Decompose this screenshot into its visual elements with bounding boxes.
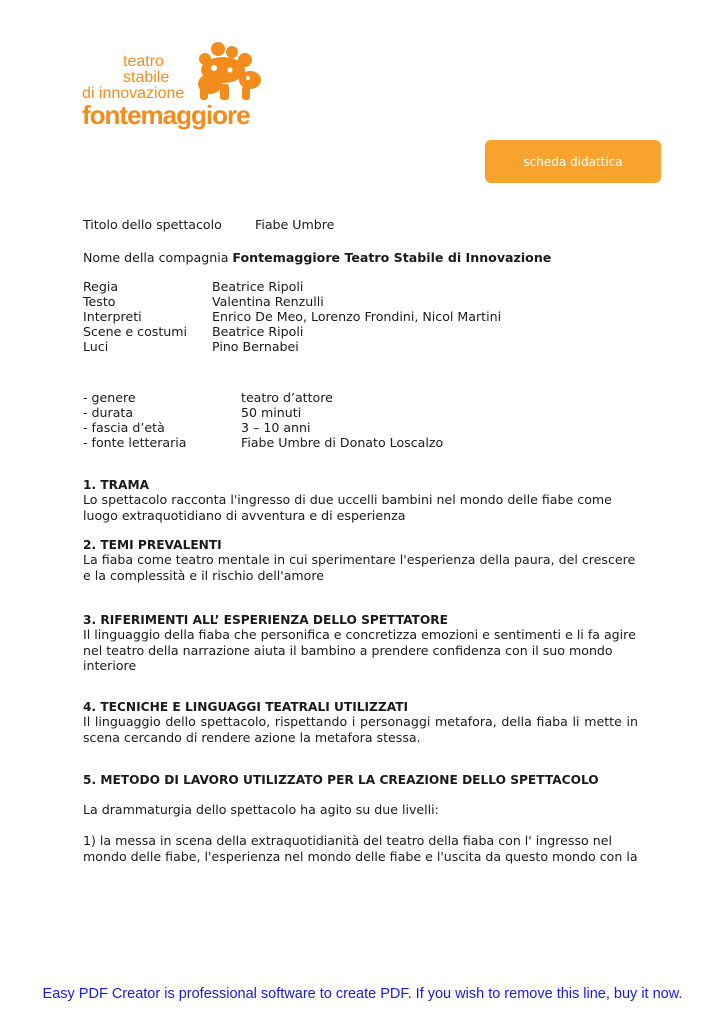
credit-value: Enrico De Meo, Lorenzo Frondini, Nicol Martini [212,309,502,324]
credit-label: Regia [83,279,119,294]
section-body-tecniche: Il linguaggio dello spettacolo, rispettando i personaggi metafora, della fiaba li mette in scena cercando di rendere azione la metafora stessa. [83,714,638,745]
general-value: Fiabe Umbre di Donato Loscalzo [241,435,444,450]
company-logo [82,40,272,130]
scheda-didattica-badge: scheda didattica [485,140,661,183]
title-row [83,217,222,232]
section-heading-trama: 1. TRAMA [83,478,150,492]
pdf-creator-footer: Easy PDF Creator is professional software to create PDF. If you wish to remove this line, buy it now. [42,986,683,1002]
company-row [83,250,551,265]
general-label: - genere [83,390,136,405]
general-label: - fonte letteraria [83,435,187,450]
title-label: Titolo dello spettacolo [83,217,222,232]
logo-line-stabile: stabile [123,69,170,86]
credit-label: Testo [83,294,116,309]
credit-label: Luci [83,339,109,354]
credit-value: Valentina Renzulli [212,294,324,309]
section-heading-riferimenti: 3. RIFERIMENTI ALL’ ESPERIENZA DELLO SPETTATORE [83,613,448,627]
section-body-metodo: La drammaturgia dello spettacolo ha agito su due livelli: [83,802,439,817]
fontemaggiore-mascot-icon [190,40,266,102]
section-heading-tecniche: 4. TECNICHE E LINGUAGGI TEATRALI UTILIZZATI [83,700,409,714]
section-body-metodo-2: 1) la messa in scena della extraquotidianità del teatro della fiaba con l' ingresso nel mondo delle fiabe, l'esperienza nel mondo delle fiabe e l'uscita da questo mondo con la [83,833,638,864]
general-value: teatro d’attore [241,390,333,405]
section-body-trama: Lo spettacolo racconta l'ingresso di due uccelli bambini nel mondo delle fiabe come luogo extraquotidiano di avventura e di esperienza [83,492,612,523]
logo-wordmark: fontemaggiore [82,100,250,130]
credit-value: Beatrice Ripoli [212,324,304,339]
title-value: Fiabe Umbre [255,217,335,232]
logo-line-innovazione: di innovazione [82,85,185,102]
credit-value: Beatrice Ripoli [212,279,304,294]
section-body-riferimenti: Il linguaggio della fiaba che personifica e concretizza emozioni e sentimenti e li fa agire nel teatro della narrazione aiuta il bambino a prendere confidenza con il suo mondo interiore [83,627,636,673]
credit-value: Pino Bernabei [212,339,299,354]
general-value: 3 – 10 anni [241,420,311,435]
general-label: - fascia d’età [83,420,165,435]
credit-label: Interpreti [83,309,142,324]
company-label: Nome della compagnia [83,250,229,265]
section-heading-metodo: 5. METODO DI LAVORO UTILIZZATO PER LA CREAZIONE DELLO SPETTACOLO [83,773,599,787]
general-label: - durata [83,405,134,420]
company-value: Fontemaggiore Teatro Stabile di Innovazione [232,250,552,265]
section-heading-temi: 2. TEMI PREVALENTI [83,538,222,552]
section-body-temi: La fiaba come teatro mentale in cui sperimentare l'esperienza della paura, del crescere e la complessità e il rischio dell'amore [83,552,636,583]
logo-line-teatro: teatro [123,53,164,70]
general-value: 50 minuti [241,405,302,420]
credit-label: Scene e costumi [83,324,188,339]
